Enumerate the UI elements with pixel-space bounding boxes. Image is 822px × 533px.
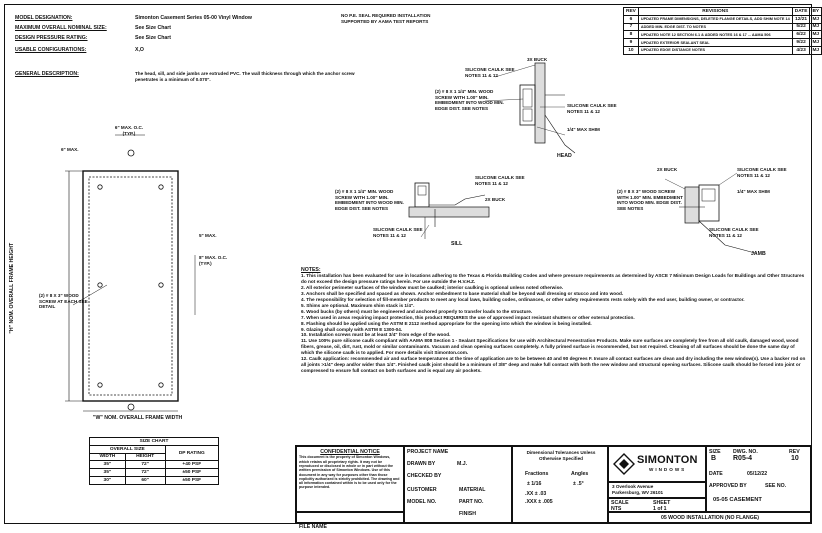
note-item: 7. When used in areas requiring impact protection, this product REQUIRES the use of approved impact resistant shutters or other external protection. <box>301 314 635 320</box>
rev-cell: 8 <box>624 31 639 39</box>
part-no-label: PART NO. <box>459 499 484 505</box>
dwg-label: DWG. NO. <box>733 449 758 455</box>
height-label: "H" NOM. OVERALL FRAME HEIGHT <box>9 242 16 334</box>
approved-by-label: APPROVED BY <box>709 483 747 489</box>
note-item: 10. Installation screws must be at least 3/4" from edge of the wood. <box>301 332 451 338</box>
decimals-value: .XX ± .03 <box>525 491 547 497</box>
drawn-by-label: DRAWN BY <box>407 461 436 467</box>
width-cell: 30" <box>90 476 126 484</box>
sill-wall-line <box>429 195 485 205</box>
table-row <box>624 31 822 39</box>
jamb-screw-label: (2) # 8 X 3" WOOD SCREW WITH 1.00" MIN. EMBEDMENT INTO WOOD MIN. EDGE DIST. SEE NOTES <box>617 189 683 211</box>
width-header: WIDTH <box>90 453 126 461</box>
note-item: 4. The responsibility for selection of fill-member products to meet any local laws, building codes, ordinances, or other safety requirements rests solely with the end user, building owner, or contractor. <box>301 297 745 303</box>
sill-title: SILL <box>451 241 463 247</box>
corner-dim: 6" MAX. <box>61 147 79 152</box>
sill-screw-label: (2) # 8 X 1 1/4" MIN. WOOD SCREW WITH 1.00" MIN. EMBEDMENT INTO WOOD MIN. EDGE DIST. SEE NOTES <box>335 189 404 211</box>
head-caulk-label: SILICONE CAULK SEE NOTES 11 & 12 <box>465 67 515 78</box>
anchor-circle <box>98 185 102 189</box>
rev-date-cell: 4/23 <box>792 46 810 54</box>
anchor-circle <box>159 185 163 189</box>
tolerance-box <box>512 446 608 524</box>
finish-label: FINISH <box>459 511 477 517</box>
top-spacing-dim: 6" MAX. O.C. (TYP.) <box>114 125 144 136</box>
size-value: B <box>711 455 717 462</box>
anchor-circle <box>159 283 163 287</box>
revision-desc-cell: UPDATED NOTE 12 SECTION 6.1 & ADDED NOTES 16 & 17 ... AAMA 506 <box>638 31 792 39</box>
rev-label: REV <box>789 449 800 455</box>
note-item: 8. Flashing should be applied using the ASTM E 2112 method appropriate for the opening into which the window is being installed. <box>301 320 592 326</box>
address-box <box>608 482 706 498</box>
note-item: 6. Wood bucks (by others) must be engineered and anchored properly to transfer loads to the structure. <box>301 308 533 314</box>
sheet-value: 1 of 1 <box>653 506 667 512</box>
configurations-value: X,O <box>135 47 144 53</box>
angles-value: ± .5° <box>573 481 584 487</box>
project-fields <box>404 446 512 524</box>
jamb-title: JAMB <box>751 251 766 257</box>
rev-cell: 7 <box>624 23 639 31</box>
rev-by-cell: MJ <box>810 39 822 47</box>
rev-cell: 6 <box>624 15 639 23</box>
customer-label: CUSTOMER <box>407 487 437 493</box>
right-dim: 5" MAX. <box>199 233 217 238</box>
table-row <box>90 476 219 484</box>
table-row <box>624 15 822 23</box>
table-row <box>624 46 822 54</box>
head-gap-label: 1/4" MAX SHIM <box>567 127 600 132</box>
scale-value: NTS <box>611 506 622 512</box>
anchor-circle <box>128 404 134 410</box>
date-label: DATE <box>709 471 723 477</box>
dp-cell: ±50 PSF <box>165 476 218 484</box>
dwg-value: R05-4 <box>733 455 753 462</box>
head-wall-line <box>545 115 575 153</box>
revision-desc-cell: ADDED MIN. EDGE DIST. TO NOTES <box>638 23 792 31</box>
size-chart <box>89 437 219 485</box>
rev-date-cell: 5/22 <box>792 23 810 31</box>
revision-table <box>623 7 822 55</box>
size-label: SIZE <box>709 449 721 455</box>
jamb-gap-label: 1/4" MAX SHIM <box>737 189 770 194</box>
dp-cell: ±50 PSF <box>165 469 218 477</box>
sill-buck <box>409 207 489 217</box>
model-no-label: MODEL NO. <box>407 499 437 505</box>
date-header: DATE <box>792 8 810 16</box>
jamb-shim-label: 2X BUCK <box>657 167 678 172</box>
notes-title: NOTES: <box>301 267 321 273</box>
head-sealant-label: SILICONE CAULK SEE NOTES 11 & 12 <box>567 103 617 114</box>
sill-shim-label: 2X BUCK <box>485 197 506 202</box>
table-row <box>624 39 822 47</box>
company-logo-icon <box>613 453 635 475</box>
rev-by-cell: MJ <box>810 15 822 23</box>
project-label: PROJECT NAME <box>407 449 449 455</box>
height-cell: 72" <box>125 469 165 477</box>
sill-caulk-label: SILICONE CAULK SEE NOTES 11 & 12 <box>475 175 525 186</box>
scale-label: SCALE <box>611 500 629 506</box>
material-label: MATERIAL <box>459 487 486 493</box>
leader <box>665 179 685 189</box>
sash-outline <box>89 177 172 395</box>
revision-desc-cell: UPDATED EDGE DISTANCE NOTES <box>638 46 792 54</box>
sill-frame-chamber <box>418 186 426 195</box>
model-label: MODEL DESIGNATION: <box>15 15 73 21</box>
rev-by-cell: MJ <box>810 46 822 54</box>
revisions-header: REVISIONS <box>638 8 792 16</box>
drawing-number: 05-05 CASEMENT <box>713 497 762 503</box>
checked-by-label: CHECKED BY <box>407 473 442 479</box>
rev-cell: 10 <box>624 46 639 54</box>
decimals2-value: .XXX ± .005 <box>525 499 553 505</box>
note-item: 11. Use 100% pure silicone caulk compliant with AAMA 808 Section 1 - Sealant Specifications for use with Architectural Fenestration Products. Make sure surfaces are completely free from all old caulk, damaged wood, wood fibers, grease, oil, dirt, rust, mold or similar contaminants. Vacuum and clean opening surfaces completely. A fully primed surface is recommended, but not required. Cleaning of all surfaces should be done the same day of which the silicone caulk is to applied. For more details visit Simonton.com. <box>301 338 799 356</box>
note-item: 1. This installation has been evaluated for use in locations adhering to the Texas & Florida Building Codes and where pressure requirements as determined by ASCE 7 Minimum Design Loads for Buildings and Other Structures do not exceed the design pressure ratings herein. For use outside the H.V.H.Z. <box>301 273 805 285</box>
height-cell: 72" <box>125 461 165 469</box>
design-pressure-value: See Size Chart <box>135 35 172 41</box>
date-scale-box <box>608 498 706 512</box>
anchor-circle <box>159 383 163 387</box>
by-header: BY <box>810 8 822 16</box>
angles-label: Angles <box>571 471 589 477</box>
table-row <box>624 23 822 31</box>
general-description-label: GENERAL DESCRIPTION: <box>15 71 79 77</box>
note-item: 5. Shims are optional. Maximum shim stack is 1/4". <box>301 302 415 308</box>
anchor-circle <box>128 150 134 156</box>
jamb-caulk-label: SILICONE CAULK SEE NOTES 11 & 12 <box>737 167 787 178</box>
side-spacing-dim: 8" MAX. O.C. (TYP.) <box>199 255 228 266</box>
note-item: 9. Glazing shall comply with ASTM E 1300-04. <box>301 326 403 332</box>
address-line-1: 3 Overlook Avenue <box>612 484 654 489</box>
revision-desc-cell: UPDATED FRAME DIMENSIONS, DELETED FLANGE DETAILS, ADD SHIM NOTE 14 <box>638 15 792 23</box>
note-item: 2. All exterior perimeter surfaces of the window must be caulked; interior caulking is optional unless noted otherwise. <box>301 285 564 291</box>
width-cell: 35" <box>90 469 126 477</box>
rev-header: REV <box>624 8 639 16</box>
leader <box>719 173 737 185</box>
fractions-label: Fractions <box>525 471 549 477</box>
head-buck <box>535 63 545 143</box>
confidential-text: This document is the property of Simonton Windows, which retains all proprietary rights. It may not be reproduced or disclosed in whole or in part without the written permission of Simonton Windows. Use of this document in any way for purposes other than those explicitly authorized is strictly prohibited. The drawing and all information contained within is to be used only for the purpose intended. <box>299 455 400 490</box>
height-header: HEIGHT <box>125 453 165 461</box>
frame-outline <box>83 171 178 401</box>
anchor-circle <box>98 283 102 287</box>
rev-by-cell: MJ <box>810 23 822 31</box>
design-pressure-label: DESIGN PRESSURE RATING: <box>15 35 88 41</box>
model-value: Simonton Casement Series 05-00 Vinyl Window <box>135 15 252 21</box>
table-row <box>90 461 219 469</box>
window-elevation <box>5 115 305 415</box>
revision-desc-cell: UPDATED EXTERIOR SEALANT SEAL <box>638 39 792 47</box>
rev-by-cell: MJ <box>810 31 822 39</box>
title-block <box>295 445 811 530</box>
file-name-label: FILE NAME <box>299 524 327 530</box>
tolerance-title: Dimensional Tolerances Unless Otherwise Specified <box>526 450 596 461</box>
drawing-title-box <box>608 512 812 524</box>
confidential-title: CONFIDENTIAL NOTICE <box>320 449 380 455</box>
anchor-note: (2) # 8 X 3" WOOD SCREW AT EACH SEE DETAIL <box>39 293 88 310</box>
rev-date-cell: 6/22 <box>792 31 810 39</box>
rev-value: 10 <box>791 455 799 462</box>
head-frame-chamber <box>523 89 532 107</box>
company-box <box>608 446 706 482</box>
rev-date-cell: 12/21 <box>792 15 810 23</box>
jamb-sealant-label: SILICONE CAULK SEE NOTES 11 & 12 <box>709 227 759 238</box>
seal-note: NO P.E. SEAL REQUIRED INSTALLATION SUPPORTED BY AAMA TEST REPORTS <box>341 13 431 24</box>
file-name-cell <box>296 512 404 530</box>
notes-block <box>301 267 809 374</box>
company-sub: WINDOWS <box>649 467 687 472</box>
anchor-circle <box>98 383 102 387</box>
overall-size-header: OVERALL SIZE <box>90 445 166 453</box>
drawing-sheet <box>4 4 820 530</box>
rev-cell: 9 <box>624 39 639 47</box>
max-size-label: MAXIMUM OVERALL NOMINAL SIZE: <box>15 25 107 31</box>
fractions-value: ± 1/16 <box>527 481 542 487</box>
address-line-2: Parkersburg, WV 26101 <box>612 489 664 495</box>
head-shim-label: 3X BUCK <box>527 57 548 62</box>
sill-sealant-label: SILICONE CAULK SEE NOTES 11 & 12 <box>373 227 423 238</box>
dp-rating-header: DP RATING <box>165 445 218 461</box>
sheet-label: SHEET <box>653 500 671 506</box>
note-item: 12. Caulk application: recommended air and surface temperatures at the time of application are to be between 40 and 90 degrees F. Insure all contact surfaces are clean and dry including the new window(s). Use a backer rod on all joints >1/4" deep and/or wider than 1/4". Finished caulk joint should be a minimum of 3/8" deep and make full contact with both the new window and structural opening surfaces. Silicone caulk should be forced into joint or compressed to ensure full contact on both surfaces and is equal any air pockets. <box>301 356 806 373</box>
table-row <box>90 469 219 477</box>
dp-cell: +40 PSF <box>165 461 218 469</box>
head-screw-label: (2) # 8 X 1 1/4" MIN. WOOD SCREW WITH 1.00" MIN. EMBEDMENT INTO WOOD MIN. EDGE DIST. SEE NOTES <box>435 89 504 111</box>
rev-date-cell: 9/22 <box>792 39 810 47</box>
confidential-box <box>296 446 404 512</box>
max-size-value: See Size Chart <box>135 25 172 31</box>
drawing-info-box <box>706 446 812 512</box>
date-value: 05/12/22 <box>747 471 768 477</box>
drawn-by-value: M.J. <box>457 461 468 467</box>
jamb-buck <box>685 187 699 223</box>
head-frame <box>520 85 535 125</box>
size-chart-title: SIZE CHART <box>90 438 219 446</box>
configurations-label: USABLE CONFIGURATIONS: <box>15 47 87 53</box>
height-cell: 60" <box>125 476 165 484</box>
drawing-title: 05 WOOD INSTALLATION (NO FLANGE) <box>660 515 760 521</box>
width-cell: 35" <box>90 461 126 469</box>
approved-by-value: SEE NO. <box>765 483 787 489</box>
jamb-frame-chamber <box>702 189 715 201</box>
revision-header-row <box>624 8 822 16</box>
head-title: HEAD <box>557 153 572 159</box>
general-description-value: The head, sill, and side jambs are extruded PVC. The wall thickness through which the anchor screw penetrates is a minimum of 0.070". <box>135 71 355 82</box>
note-item: 3. Anchors shall be specified and spaced as shown. Anchor embedment to base material shall be beyond wall dressing or stucco and into wood. <box>301 291 624 297</box>
company-name: SIMONTON <box>637 454 698 466</box>
width-label: "W" NOM. OVERALL FRAME WIDTH <box>93 415 183 421</box>
head-frame-chamber <box>523 109 532 121</box>
